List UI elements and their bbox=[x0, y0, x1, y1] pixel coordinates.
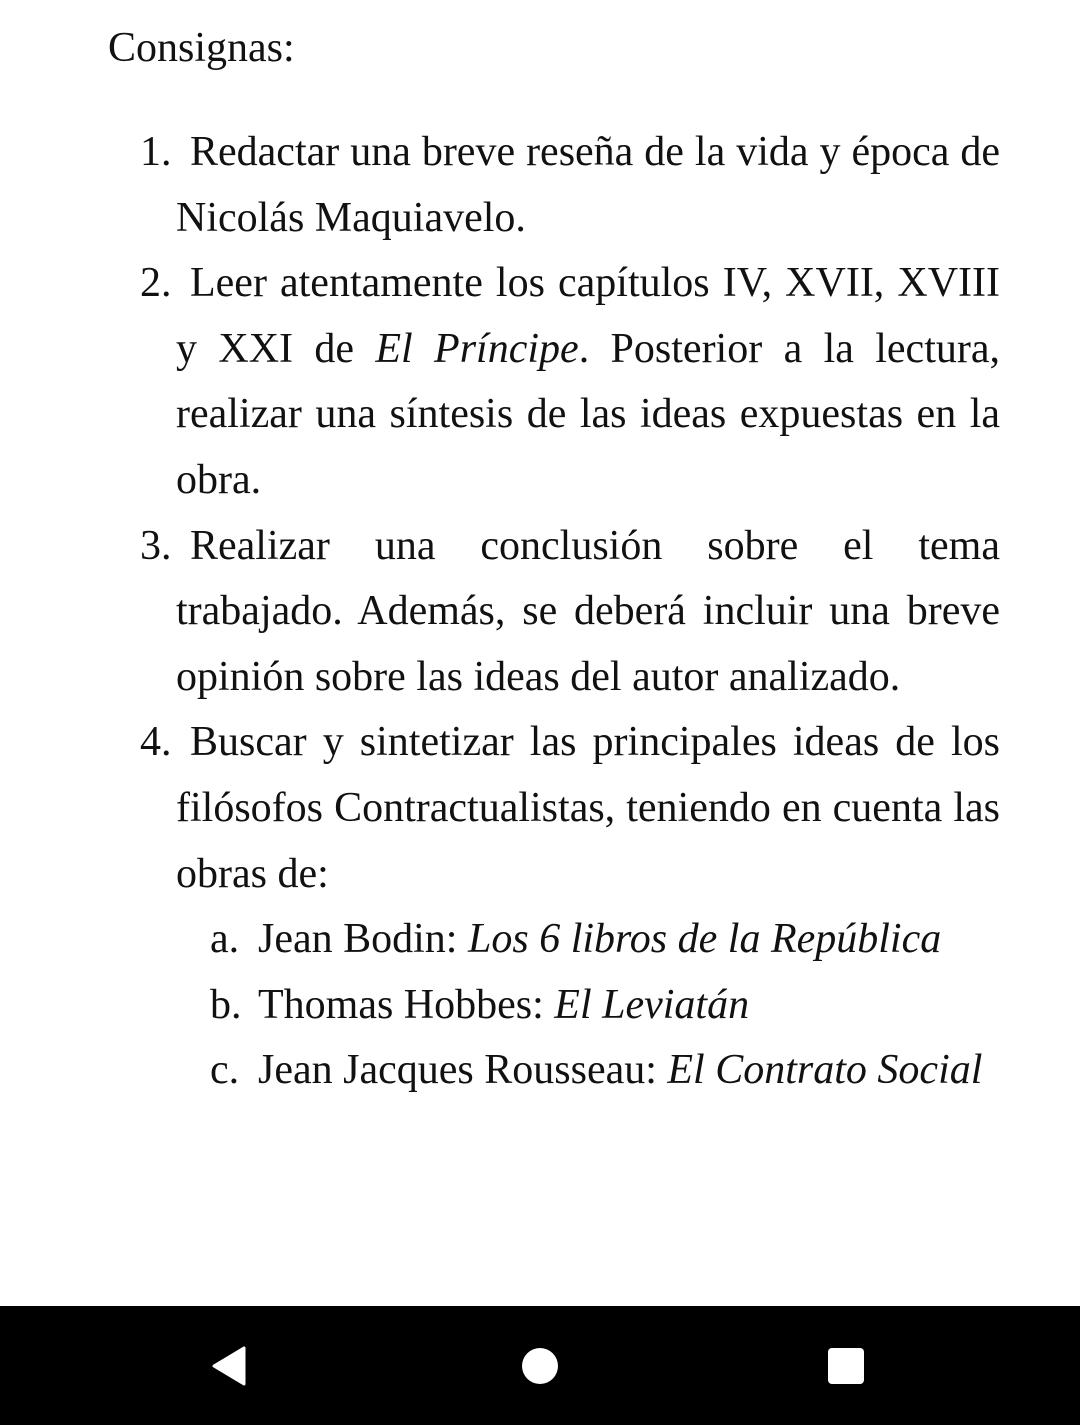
instructions-list bbox=[140, 120, 1000, 1104]
item-number: 4. bbox=[140, 719, 172, 766]
square-recents-icon bbox=[826, 1346, 866, 1386]
back-button[interactable] bbox=[170, 1306, 290, 1425]
item-text: Redactar una breve reseña de la vida y época de Nicolás Maquiavelo. bbox=[176, 129, 1000, 241]
list-item bbox=[140, 710, 1000, 1104]
list-item bbox=[140, 514, 1000, 711]
item-number: 3. bbox=[140, 522, 172, 569]
sub-list-item bbox=[210, 907, 1000, 973]
sub-list-item bbox=[210, 1038, 1000, 1104]
item-number: 2. bbox=[140, 260, 172, 307]
item-number: 1. bbox=[140, 129, 172, 175]
item-text: Buscar y sintetizar las principales ideas de los filósofos Contractualistas, teniendo en cuenta las obras de: bbox=[176, 719, 1000, 897]
sub-item-text: Jean Bodin: Los 6 libros de la República bbox=[258, 916, 942, 963]
system-navigation-bar bbox=[0, 1306, 1080, 1425]
recents-button[interactable] bbox=[786, 1306, 906, 1425]
home-button[interactable] bbox=[480, 1306, 600, 1425]
list-item bbox=[140, 251, 1000, 513]
sub-item-letter: c. bbox=[210, 1047, 240, 1094]
sub-list-item bbox=[210, 973, 1000, 1039]
list-item bbox=[140, 120, 1000, 251]
triangle-back-icon bbox=[210, 1346, 250, 1386]
sub-item-letter: b. bbox=[210, 981, 242, 1028]
sub-item-text: Thomas Hobbes: El Leviatán bbox=[258, 981, 750, 1028]
book-title-el-principe: El Príncipe bbox=[375, 325, 579, 372]
item-text: Realizar una conclusión sobre el tema trabajado. Además, se deberá incluir una breve opinión sobre las ideas del autor analizado. bbox=[176, 522, 1000, 700]
circle-home-icon bbox=[520, 1346, 560, 1386]
sub-item-text: Jean Jacques Rousseau: El Contrato Social bbox=[258, 1047, 983, 1094]
item-text: Leer atentamente los capítulos IV, XVII, XVIII y XXI de El Príncipe. Posterior a la lectura, realizar una síntesis de las ideas expuestas en la obra. bbox=[176, 260, 1000, 503]
heading-consignas: Consignas: bbox=[108, 25, 295, 71]
sub-list bbox=[210, 907, 1000, 1104]
sub-item-letter: a. bbox=[210, 916, 240, 963]
